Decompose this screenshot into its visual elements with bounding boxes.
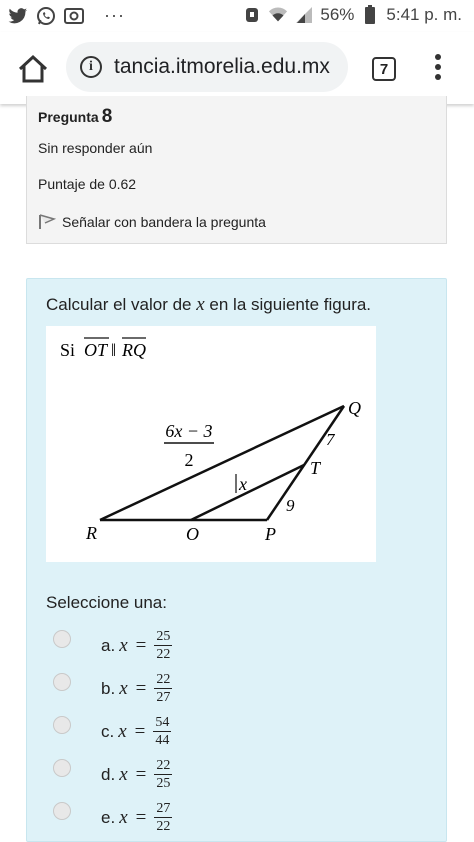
question-content	[26, 278, 447, 842]
option-equals: =	[135, 677, 147, 699]
question-text-before: Calcular el valor de	[46, 295, 192, 314]
label-fraction-num: 6x − 3	[165, 421, 213, 441]
fraction-numerator: 22	[156, 758, 171, 773]
option-letter: e.	[101, 807, 116, 827]
question-info	[26, 96, 447, 244]
radio-button[interactable]	[53, 673, 71, 691]
answer-option-b[interactable]	[53, 672, 171, 705]
flag-question-label: Señalar con bandera la pregunta	[62, 214, 266, 230]
question-variable: x	[196, 294, 205, 315]
question-text-after: en la siguiente figura.	[209, 295, 372, 314]
parallel-symbol: ‖	[111, 340, 117, 360]
fraction-denominator: 25	[156, 776, 171, 791]
option-equals: =	[134, 720, 146, 742]
fraction-numerator: 25	[156, 629, 171, 644]
condition-prefix: Si	[60, 340, 76, 360]
question-text	[46, 294, 371, 316]
option-equals: =	[135, 634, 147, 656]
address-bar[interactable]	[66, 42, 348, 92]
option-variable: x	[119, 677, 128, 699]
label-fraction-den: 2	[184, 450, 194, 470]
menu-dot-icon	[435, 64, 441, 70]
menu-button[interactable]	[428, 54, 448, 84]
point-p: P	[265, 524, 276, 544]
answer-option-d[interactable]	[53, 758, 171, 791]
option-variable: x	[118, 720, 127, 742]
twitter-icon	[8, 6, 28, 26]
option-fraction	[154, 672, 172, 705]
home-button[interactable]	[16, 52, 50, 86]
answer-prompt: Seleccione una:	[46, 593, 167, 612]
question-grade: Puntaje de 0.62	[38, 176, 137, 192]
url-text: tancia.itmorelia.edu.mx	[114, 55, 330, 78]
flag-question-link[interactable]	[38, 213, 266, 231]
geometry-figure	[46, 326, 376, 562]
more-notifications: ···	[104, 5, 125, 25]
question-state: Sin responder aún	[38, 140, 153, 156]
option-variable: x	[119, 634, 128, 656]
point-t: T	[310, 458, 321, 478]
fraction-denominator: 27	[156, 690, 171, 705]
segment-rq: RQ	[122, 340, 146, 360]
option-letter: d.	[101, 764, 116, 784]
option-variable: x	[119, 763, 128, 785]
answer-option-a[interactable]	[53, 629, 171, 662]
signal-icon	[294, 5, 314, 25]
triangle-diagram	[46, 326, 376, 562]
answer-label[interactable]	[101, 801, 172, 834]
label-x: x	[239, 474, 247, 494]
question-label: Pregunta	[38, 109, 99, 125]
fraction-denominator: 44	[155, 733, 170, 748]
question-number	[38, 106, 112, 128]
wifi-icon	[268, 5, 288, 25]
radio-button[interactable]	[53, 759, 71, 777]
answer-option-c[interactable]	[53, 715, 170, 748]
line-rq	[100, 406, 344, 520]
point-r: R	[86, 523, 97, 543]
point-q: Q	[348, 398, 361, 418]
segment-ot: OT	[84, 340, 108, 360]
info-icon[interactable]: i	[80, 56, 102, 78]
menu-dot-icon	[435, 54, 441, 60]
clock: 5:41 p. m.	[386, 5, 462, 24]
flag-icon	[38, 213, 56, 231]
option-fraction	[153, 715, 171, 748]
option-fraction	[154, 801, 172, 834]
option-letter: c.	[101, 721, 115, 741]
answer-label[interactable]	[101, 715, 171, 748]
answer-label[interactable]	[101, 758, 172, 791]
option-fraction	[154, 758, 172, 791]
fraction-denominator: 22	[156, 647, 171, 662]
option-variable: x	[119, 806, 128, 828]
battery-icon	[360, 5, 380, 25]
radio-button[interactable]	[53, 802, 71, 820]
label-9: 9	[286, 496, 295, 515]
option-equals: =	[135, 806, 147, 828]
question-number-value: 8	[101, 106, 113, 127]
answer-label[interactable]	[101, 672, 172, 705]
menu-dot-icon	[435, 74, 441, 80]
fraction-denominator: 22	[156, 819, 171, 834]
tab-switcher-button[interactable]: 7	[372, 57, 396, 81]
home-icon	[16, 52, 50, 86]
browser-toolbar	[0, 32, 474, 104]
fraction-numerator: 22	[156, 672, 171, 687]
option-letter: b.	[101, 678, 116, 698]
answer-label[interactable]	[101, 629, 172, 662]
radio-button[interactable]	[53, 630, 71, 648]
alarm-icon	[242, 5, 262, 25]
radio-button[interactable]	[53, 716, 71, 734]
option-fraction	[154, 629, 172, 662]
camera-icon	[64, 6, 84, 26]
option-letter: a.	[101, 635, 116, 655]
answer-option-e[interactable]	[53, 801, 171, 834]
battery-percent: 56%	[320, 5, 355, 24]
status-bar	[0, 0, 474, 32]
point-o: O	[186, 524, 199, 544]
option-equals: =	[135, 763, 147, 785]
whatsapp-icon	[36, 6, 56, 26]
fraction-numerator: 54	[155, 715, 170, 730]
fraction-numerator: 27	[156, 801, 171, 816]
label-7: 7	[326, 430, 335, 449]
